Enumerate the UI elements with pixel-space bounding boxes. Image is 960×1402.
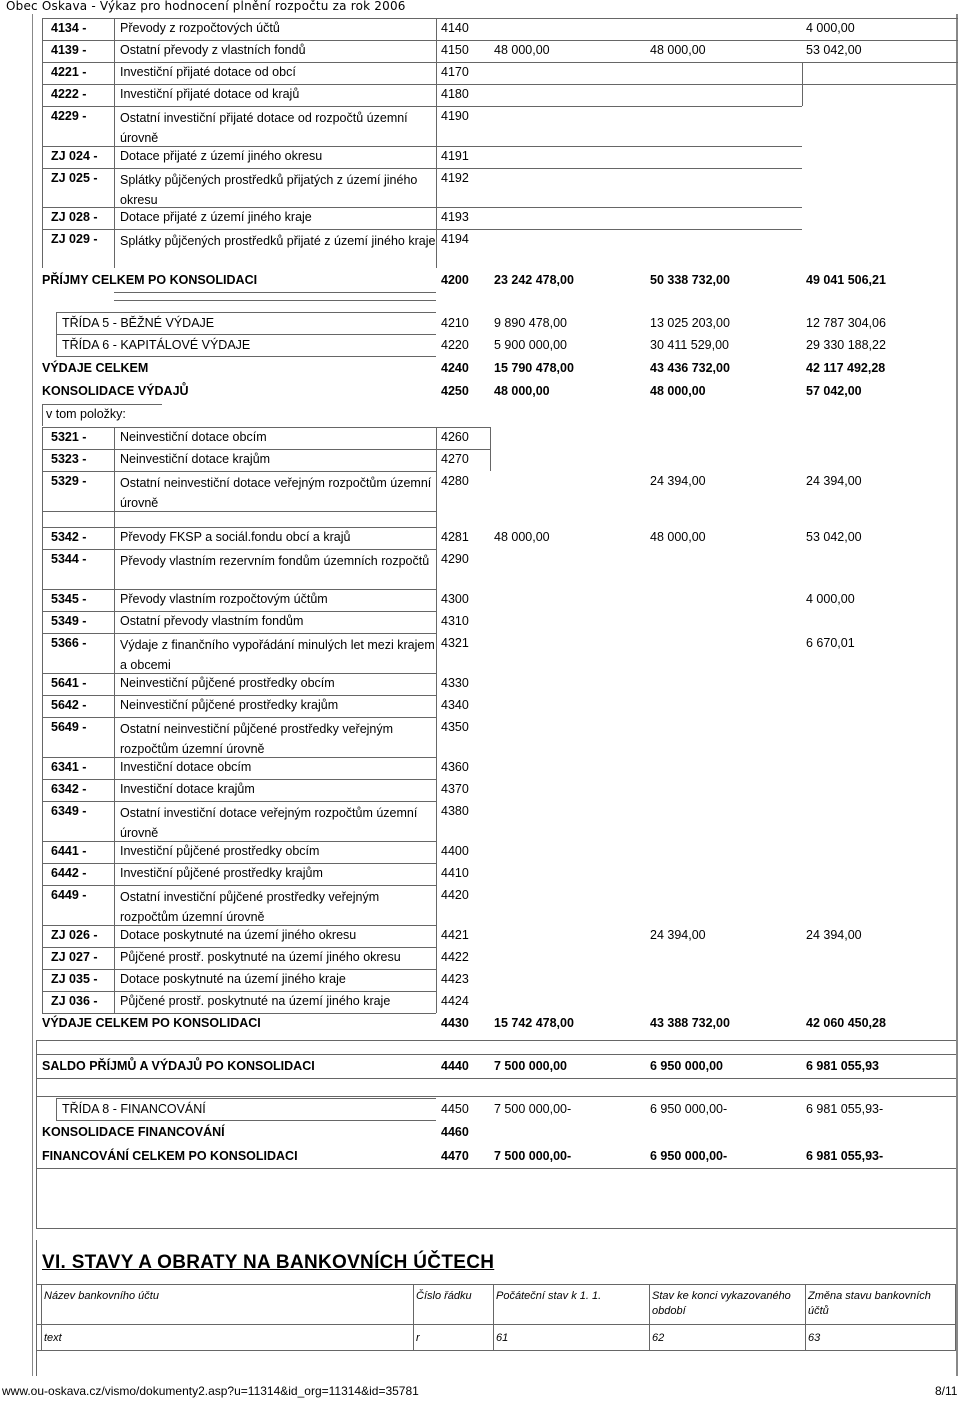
divider <box>114 292 436 293</box>
item-description: Ostatní neinvestiční dotace veřejným rozpočtům územní úrovně <box>120 476 432 510</box>
item-description: Převody vlastním rozpočtovým účtům <box>120 592 328 606</box>
table-row <box>0 20 960 38</box>
item-description: Dotace přijaté z území jiného kraje <box>120 210 312 224</box>
divider <box>36 1284 956 1285</box>
bank-table-header: Název bankovního účtu <box>44 1290 159 1302</box>
divider <box>42 1013 436 1014</box>
value-adjusted: 6 950 000,00- <box>650 1102 728 1116</box>
item-description: Ostatní převody vlastním fondům <box>120 614 304 628</box>
divider <box>42 427 43 1013</box>
line-number: 4300 <box>441 592 469 606</box>
item-code: 6441 - <box>51 844 87 858</box>
divider <box>56 356 436 357</box>
line-number: 4194 <box>441 232 469 246</box>
bank-table-header: Číslo řádku <box>416 1290 472 1302</box>
line-number: 4210 <box>441 316 469 330</box>
item-description: Převody FKSP a sociál.fondu obcí a krajů <box>120 530 351 544</box>
divider <box>36 1054 956 1055</box>
table-row <box>0 927 960 945</box>
item-description: Ostatní investiční půjčené prostředky veřejným rozpočtům územní úrovně <box>120 890 380 924</box>
line-number: 4281 <box>441 530 469 544</box>
table-row <box>0 42 960 60</box>
line-number: 4200 <box>441 273 469 287</box>
divider <box>36 1324 956 1325</box>
item-code: 6341 - <box>51 760 87 774</box>
line-number: 4270 <box>441 452 469 466</box>
value-budget: 48 000,00 <box>494 384 550 398</box>
line-number: 4424 <box>441 994 469 1008</box>
table-row <box>0 887 960 924</box>
item-code: 4229 - <box>51 109 87 123</box>
item-code: 5321 - <box>51 430 87 444</box>
table-row <box>0 591 960 609</box>
item-code: 5344 - <box>51 552 87 566</box>
value-budget: 15 742 478,00 <box>494 1016 574 1030</box>
item-description: Neinvestiční dotace krajům <box>120 452 271 466</box>
divider <box>42 404 162 405</box>
line-number: 4280 <box>441 474 469 488</box>
item-description: Splátky půjčených prostředků přijatých z území jiného okresu <box>120 173 418 207</box>
table-row <box>0 231 960 249</box>
table-row <box>0 529 960 547</box>
item-description: Převody vlastním rezervním fondům územních rozpočtů <box>120 554 430 568</box>
line-number: 4192 <box>441 171 469 185</box>
total-revenue-row <box>0 272 960 290</box>
item-code: ZJ 027 - <box>51 950 98 964</box>
divider <box>56 312 57 356</box>
divider <box>42 549 436 550</box>
divider <box>42 717 436 718</box>
item-code: 4221 - <box>51 65 87 79</box>
divider <box>802 84 956 85</box>
item-code: 5642 - <box>51 698 87 712</box>
divider <box>436 18 437 268</box>
class8-row <box>0 1101 960 1119</box>
line-number: 4290 <box>441 552 469 566</box>
table-row <box>0 993 960 1011</box>
line-number: 4190 <box>441 109 469 123</box>
value-actual: 53 042,00 <box>806 43 862 57</box>
divider <box>436 427 437 1013</box>
divider <box>114 18 115 268</box>
value-actual: 57 042,00 <box>806 384 862 398</box>
item-code: ZJ 029 - <box>51 232 98 246</box>
item-description: Ostatní investiční přijaté dotace od rozpočtů územní úrovně <box>120 111 408 145</box>
value-actual: 42 117 492,28 <box>806 361 886 375</box>
class5-row <box>0 315 960 333</box>
divider <box>42 991 436 992</box>
divider <box>42 969 436 970</box>
item-description: Půjčené prostř. poskytnuté na území jiného kraje <box>120 994 391 1008</box>
line-number: 4460 <box>441 1125 469 1139</box>
table-row <box>0 781 960 799</box>
value-adjusted: 13 025 203,00 <box>650 316 730 330</box>
footer-url: www.ou-oskava.cz/vismo/dokumenty2.asp?u=11314&id_org=11314&id=35781 <box>2 1384 419 1398</box>
divider <box>36 1040 956 1041</box>
table-row <box>0 697 960 715</box>
item-code: 5323 - <box>51 452 87 466</box>
item-code: 4222 - <box>51 87 87 101</box>
item-description: Investiční přijaté dotace od krajů <box>120 87 300 101</box>
line-number: 4321 <box>441 636 469 650</box>
item-code: 4139 - <box>51 43 87 57</box>
value-actual: 6 981 055,93 <box>806 1059 879 1073</box>
value-actual: 6 670,01 <box>806 636 855 650</box>
item-code: ZJ 036 - <box>51 994 98 1008</box>
item-description: Splátky půjčených prostředků přijaté z území jiného kraje <box>120 234 436 248</box>
value-actual: 49 041 506,21 <box>806 273 886 287</box>
item-description: Výdaje z finančního vypořádání minulých let mezi krajem a obcemi <box>120 638 435 672</box>
divider <box>42 40 958 41</box>
table-row <box>0 209 960 227</box>
divider <box>41 1284 42 1350</box>
value-budget: 48 000,00 <box>494 43 550 57</box>
divider <box>114 300 436 301</box>
divider <box>42 427 436 428</box>
divider <box>42 511 436 512</box>
line-number: 4220 <box>441 338 469 352</box>
item-code: ZJ 028 - <box>51 210 98 224</box>
item-description: Půjčené prostř. poskytnuté na území jiného okresu <box>120 950 401 964</box>
item-code: ZJ 025 - <box>51 171 98 185</box>
line-number: 4420 <box>441 888 469 902</box>
consolidation-row <box>0 383 960 401</box>
item-code: 5345 - <box>51 592 87 606</box>
bank-table-header: Počáteční stav k 1. 1. <box>496 1290 602 1302</box>
bank-table-header: Změna stavu bankovních účtů <box>808 1290 931 1317</box>
bank-table-cell: r <box>416 1332 420 1344</box>
item-code: 6349 - <box>51 804 87 818</box>
item-code: 6449 - <box>51 888 87 902</box>
value-actual: 24 394,00 <box>806 928 862 942</box>
value-actual: 4 000,00 <box>806 592 855 606</box>
value-actual: 12 787 304,06 <box>806 316 886 330</box>
line-number: 4170 <box>441 65 469 79</box>
expenditure-total-row-label: VÝDAJE CELKEM <box>42 361 149 375</box>
line-number: 4340 <box>441 698 469 712</box>
line-number: 4310 <box>441 614 469 628</box>
line-number: 4422 <box>441 950 469 964</box>
table-row <box>0 865 960 883</box>
divider <box>42 841 436 842</box>
divider <box>42 633 436 634</box>
bank-table-cell: text <box>44 1332 62 1344</box>
value-budget: 7 500 000,00- <box>494 1149 572 1163</box>
item-description: Investiční půjčené prostředky obcím <box>120 844 320 858</box>
item-description: Dotace poskytnuté na území jiného okresu <box>120 928 357 942</box>
value-adjusted: 50 338 732,00 <box>650 273 730 287</box>
class8-row-label: TŘÍDA 8 - FINANCOVÁNÍ <box>62 1102 206 1116</box>
divider <box>36 1168 37 1228</box>
divider <box>42 695 436 696</box>
table-row <box>0 473 960 510</box>
table-row <box>0 971 960 989</box>
divider <box>42 18 43 268</box>
value-budget: 15 790 478,00 <box>494 361 574 375</box>
balance-row-label: SALDO PŘÍJMŮ A VÝDAJŮ PO KONSOLIDACI <box>42 1059 315 1073</box>
table-row <box>0 719 960 756</box>
value-actual: 53 042,00 <box>806 530 862 544</box>
item-description: Ostatní převody z vlastních fondů <box>120 43 306 57</box>
divider <box>36 1096 956 1097</box>
divider <box>56 1120 436 1121</box>
value-adjusted: 43 388 732,00 <box>650 1016 730 1030</box>
table-row <box>0 451 960 469</box>
value-actual: 42 060 450,28 <box>806 1016 886 1030</box>
item-code: ZJ 024 - <box>51 149 98 163</box>
item-code: 6442 - <box>51 866 87 880</box>
value-adjusted: 24 394,00 <box>650 928 706 942</box>
line-number: 4330 <box>441 676 469 690</box>
value-adjusted: 30 411 529,00 <box>650 338 730 352</box>
line-number: 4421 <box>441 928 469 942</box>
divider <box>42 404 43 426</box>
item-description: Neinvestiční dotace obcím <box>120 430 267 444</box>
divider <box>36 1168 956 1169</box>
value-actual: 24 394,00 <box>806 474 862 488</box>
line-number: 4450 <box>441 1102 469 1116</box>
divider <box>42 925 436 926</box>
item-description: Investiční dotace obcím <box>120 760 252 774</box>
bank-table-cell: 62 <box>652 1332 665 1344</box>
balance-row <box>0 1058 960 1076</box>
line-number: 4240 <box>441 361 469 375</box>
value-adjusted: 24 394,00 <box>650 474 706 488</box>
line-number: 4250 <box>441 384 469 398</box>
divider <box>42 863 436 864</box>
line-number: 4430 <box>441 1016 469 1030</box>
value-budget: 9 890 478,00 <box>494 316 567 330</box>
line-number: 4150 <box>441 43 469 57</box>
table-row <box>0 170 960 207</box>
divider <box>413 1284 414 1350</box>
table-row <box>0 635 960 672</box>
divider <box>36 1240 37 1376</box>
item-code: 5649 - <box>51 720 87 734</box>
line-number: 4140 <box>441 21 469 35</box>
item-code: ZJ 035 - <box>51 972 98 986</box>
divider <box>490 427 491 471</box>
table-row <box>0 64 960 82</box>
table-row <box>0 803 960 840</box>
line-number: 4180 <box>441 87 469 101</box>
table-row <box>0 675 960 693</box>
value-adjusted: 48 000,00 <box>650 530 706 544</box>
financing-total-row-label: FINANCOVÁNÍ CELKEM PO KONSOLIDACI <box>42 1149 298 1163</box>
divider <box>56 1098 436 1099</box>
divider <box>36 1040 37 1170</box>
divider <box>42 527 436 528</box>
line-number: 4260 <box>441 430 469 444</box>
value-adjusted: 6 950 000,00 <box>650 1059 723 1073</box>
divider <box>114 427 115 1013</box>
section-vi-title: VI. STAVY A OBRATY NA BANKOVNÍCH ÚČTECH <box>42 1252 495 1273</box>
item-code: 6342 - <box>51 782 87 796</box>
divider <box>42 611 436 612</box>
line-number: 4193 <box>441 210 469 224</box>
value-actual: 29 330 188,22 <box>806 338 886 352</box>
item-description: Investiční dotace krajům <box>120 782 255 796</box>
item-description: Převody z rozpočtových účtů <box>120 21 280 35</box>
table-row <box>0 86 960 104</box>
value-budget: 7 500 000,00 <box>494 1059 567 1073</box>
value-actual: 6 981 055,93- <box>806 1102 884 1116</box>
divider <box>42 779 436 780</box>
divider <box>42 589 436 590</box>
divider <box>42 757 436 758</box>
divider <box>56 312 436 313</box>
consolidation-row-label: KONSOLIDACE VÝDAJŮ <box>42 384 189 398</box>
divider <box>649 1284 650 1350</box>
divider <box>436 427 490 428</box>
value-adjusted: 43 436 732,00 <box>650 361 730 375</box>
line-number: 4360 <box>441 760 469 774</box>
line-number: 4350 <box>441 720 469 734</box>
item-description: Investiční půjčené prostředky krajům <box>120 866 323 880</box>
page-header-title: Obec Oskava - Výkaz pro hodnocení plnění rozpočtu za rok 2006 <box>6 0 406 13</box>
divider <box>42 885 436 886</box>
table-row <box>0 108 960 145</box>
divider <box>802 62 956 63</box>
table-row <box>0 551 960 569</box>
divider <box>42 801 436 802</box>
bank-table-cell: 63 <box>808 1332 821 1344</box>
value-adjusted: 48 000,00 <box>650 43 706 57</box>
sub-items-label: v tom položky: <box>46 407 126 421</box>
table-row <box>0 429 960 447</box>
value-budget: 23 242 478,00 <box>494 273 574 287</box>
class5-row-label: TŘÍDA 5 - BĚŽNÉ VÝDAJE <box>62 316 215 330</box>
divider <box>36 1350 956 1351</box>
divider <box>42 673 436 674</box>
line-number: 4470 <box>441 1149 469 1163</box>
table-row <box>0 843 960 861</box>
expenditure-after-consolidation-row <box>0 1015 960 1033</box>
bank-table-cell: 61 <box>496 1332 509 1344</box>
value-actual: 6 981 055,93- <box>806 1149 884 1163</box>
class6-row-label: TŘÍDA 6 - KAPITÁLOVÉ VÝDAJE <box>62 338 251 352</box>
value-budget: 5 900 000,00 <box>494 338 567 352</box>
expenditure-total-row <box>0 360 960 378</box>
total-revenue-row-label: PŘÍJMY CELKEM PO KONSOLIDACI <box>42 273 258 287</box>
item-description: Dotace poskytnuté na území jiného kraje <box>120 972 346 986</box>
divider <box>56 1098 57 1120</box>
line-number: 4380 <box>441 804 469 818</box>
divider <box>42 146 802 147</box>
divider <box>436 449 490 450</box>
item-description: Investiční přijaté dotace od obcí <box>120 65 296 79</box>
item-description: Neinvestiční půjčené prostředky obcím <box>120 676 335 690</box>
divider <box>42 18 958 19</box>
divider <box>56 334 436 335</box>
divider <box>955 1284 956 1350</box>
divider <box>42 471 436 472</box>
item-code: 4134 - <box>51 21 87 35</box>
line-number: 4410 <box>441 866 469 880</box>
financing-consolidation-row <box>0 1124 960 1142</box>
item-description: Dotace přijaté z území jiného okresu <box>120 149 323 163</box>
divider <box>42 947 436 948</box>
table-row <box>0 613 960 631</box>
divider <box>42 168 802 169</box>
line-number: 4440 <box>441 1059 469 1073</box>
divider <box>42 106 802 107</box>
class6-row <box>0 337 960 355</box>
item-description: Ostatní neinvestiční půjčené prostředky veřejným rozpočtům územní úrovně <box>120 722 394 756</box>
value-adjusted: 6 950 000,00- <box>650 1149 728 1163</box>
table-row <box>0 949 960 967</box>
financing-total-row <box>0 1148 960 1166</box>
divider <box>805 1284 806 1350</box>
line-number: 4370 <box>441 782 469 796</box>
table-row <box>0 148 960 166</box>
divider <box>42 229 802 230</box>
bank-table-header: Stav ke konci vykazovaného období <box>652 1290 791 1317</box>
item-code: 5349 - <box>51 614 87 628</box>
divider <box>42 207 802 208</box>
financing-consolidation-label: KONSOLIDACE FINANCOVÁNÍ <box>42 1125 225 1139</box>
item-code: 5329 - <box>51 474 87 488</box>
value-actual: 4 000,00 <box>806 21 855 35</box>
item-code: 5641 - <box>51 676 87 690</box>
item-description: Ostatní investiční dotace veřejným rozpočtům územní úrovně <box>120 806 418 840</box>
divider <box>42 449 436 450</box>
line-number: 4400 <box>441 844 469 858</box>
value-budget: 48 000,00 <box>494 530 550 544</box>
divider <box>493 1284 494 1350</box>
divider <box>42 84 802 85</box>
item-code: 5342 - <box>51 530 87 544</box>
table-row <box>0 759 960 777</box>
line-number: 4191 <box>441 149 469 163</box>
expenditure-after-consolidation-row-label: VÝDAJE CELKEM PO KONSOLIDACI <box>42 1016 261 1030</box>
value-adjusted: 48 000,00 <box>650 384 706 398</box>
divider <box>36 1228 956 1229</box>
item-description: Neinvestiční půjčené prostředky krajům <box>120 698 339 712</box>
item-code: ZJ 026 - <box>51 928 98 942</box>
item-code: 5366 - <box>51 636 87 650</box>
footer-page-number: 8/11 <box>935 1384 958 1398</box>
line-number: 4423 <box>441 972 469 986</box>
value-budget: 7 500 000,00- <box>494 1102 572 1116</box>
divider <box>36 1078 956 1079</box>
